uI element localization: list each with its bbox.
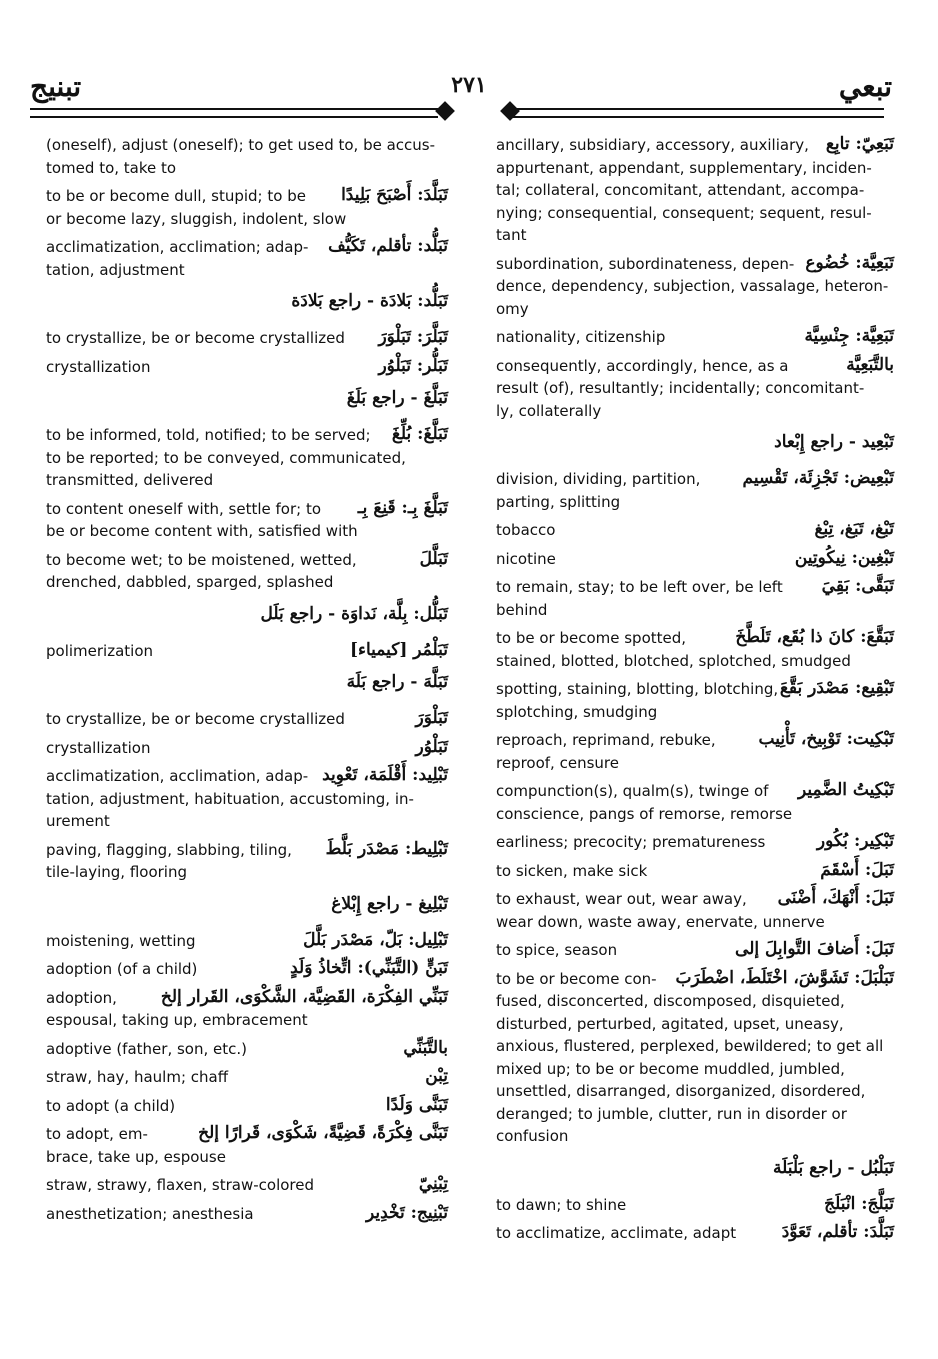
dictionary-entry (46, 958, 448, 981)
entry-line (496, 1222, 894, 1245)
english-definition: to be or become spotted, (496, 629, 687, 647)
english-definition: moistening, wetting (46, 931, 196, 950)
entry-line (46, 1009, 448, 1032)
entry-line (496, 468, 894, 491)
english-definition: to sicken, make sick (496, 861, 648, 880)
dictionary-entry (46, 839, 448, 884)
entry-line (46, 810, 448, 833)
dictionary-entry (496, 548, 894, 571)
arabic-headword: تَبَلَّدَ: أَصْبَحَ بَلِيدًا (341, 185, 448, 205)
english-definition: splotching, smudging (496, 702, 658, 721)
dictionary-entry (46, 287, 448, 321)
entry-line (46, 424, 448, 447)
entry-line (46, 1174, 448, 1197)
header-rule-left (30, 108, 438, 118)
guide-word-right: تبعي (838, 70, 892, 103)
dictionary-entry (46, 890, 448, 924)
arabic-headword: تَبَلَ: أَنْهَكَ، أَضْنَى (777, 888, 894, 908)
english-definition: nying; consequential, consequent; sequent, resul- (496, 203, 872, 222)
entry-line (496, 831, 894, 854)
arabic-headword: تِبْنِيّ (418, 1174, 448, 1194)
dictionary-entry (496, 888, 894, 933)
page-number: ٢٧١ (451, 72, 487, 98)
arabic-headword: تَبَقَّى: بَقِيَ (821, 576, 894, 596)
english-definition: dence, dependency, subjection, vassalage, heteron- (496, 277, 889, 295)
entry-line (496, 627, 894, 650)
english-definition: to become wet; to be moistened, wetted, (46, 550, 357, 569)
entry-line (46, 498, 448, 521)
entry-line (496, 701, 894, 724)
entry-line (46, 1123, 448, 1146)
arabic-headword: تَبَلْمُر [كيمياء] (349, 639, 448, 660)
dictionary-entry (46, 1203, 448, 1226)
dictionary-entry (46, 384, 448, 418)
entry-line (496, 780, 894, 803)
entry-line (46, 788, 448, 811)
arabic-headword: تَبَعِيّ: تابِع (825, 134, 894, 154)
entry-line (46, 1066, 448, 1089)
english-definition: be or become content with, satisfied with (46, 522, 358, 540)
dictionary-entry (496, 519, 894, 542)
entry-line (496, 1125, 894, 1148)
english-definition: tal; collateral, concomitant, attendant, accompa- (496, 181, 865, 199)
entry-line (46, 356, 448, 379)
entry-line (496, 803, 894, 826)
entry-line (496, 1194, 894, 1217)
entry-line (46, 185, 448, 208)
english-definition: fused, disconcerted, discomposed, disquieted, (496, 992, 845, 1010)
dictionary-entry (496, 253, 894, 321)
entry-line (496, 1058, 894, 1081)
english-definition: polimerization (46, 641, 154, 660)
arabic-headword: تَبَنٍّ (التَّبَنِّي): اتِّخاذُ وَلَدٍ (290, 958, 448, 978)
english-definition: transmitted, delivered (46, 471, 214, 489)
entry-line (496, 157, 894, 180)
english-definition: subordination, subordinateness, depen- (496, 254, 795, 273)
entry-line (46, 708, 448, 731)
english-definition: adoptive (father, son, etc.) (46, 1039, 247, 1058)
english-definition: straw, strawy, flaxen, straw-colored (46, 1176, 315, 1194)
dictionary-entry (496, 968, 894, 1148)
english-definition: brace, take up, espouse (46, 1147, 226, 1166)
english-definition: spotting, staining, blotting, blotching, (496, 680, 779, 698)
dictionary-entry (46, 185, 448, 230)
arabic-headword: تَبْلِيط: مَصْدَر بَلَّطَ (325, 838, 448, 859)
english-definition: adoption (of a child) (46, 960, 198, 978)
arabic-headword: تَبَعِيَّة: جِنْسِيَّة (804, 326, 894, 346)
dictionary-entry (496, 627, 894, 672)
dictionary-entry (496, 729, 894, 774)
entry-line (46, 520, 448, 543)
dictionary-entry (46, 737, 448, 760)
arabic-headword: تَبَلُّر: تَبَلْوُر (378, 355, 448, 376)
entry-line (46, 737, 448, 760)
english-definition: to adopt, em- (46, 1125, 148, 1143)
dictionary-entry (496, 468, 894, 513)
entry-line (496, 134, 894, 157)
english-definition: behind (496, 600, 548, 619)
english-definition: stained, blotted, blotched, splotched, smudged (496, 651, 851, 670)
entry-line (496, 519, 894, 542)
english-definition: anxious, flustered, perplexed, bewildered; to get all (496, 1037, 884, 1055)
english-definition: mixed up; to be or become muddled, jumbled, (496, 1059, 845, 1078)
entry-line (46, 1038, 448, 1061)
arabic-headword: تَبَلَّرَ: تَبَلْوَرَ (378, 327, 448, 347)
dictionary-entry (46, 498, 448, 543)
arabic-headword: تَبَلْوَرَ (415, 708, 448, 728)
arabic-headword: تَبَنِّي الفِكْرَة، القَضِيَّة، الشَّكْوَى، القَرار إلخ (160, 986, 448, 1007)
dictionary-entry (46, 549, 448, 594)
arabic-headword: تَبَلُّد: بَلادَة - راجع بَلادَة (291, 291, 448, 311)
english-definition: acclimatization, acclimation; adap- (46, 238, 309, 256)
english-definition: tation, adjustment, habituation, accustoming, in- (46, 789, 414, 808)
entry-line (496, 298, 894, 321)
english-definition: straw, hay, haulm; chaff (46, 1068, 229, 1086)
entry-line (496, 888, 894, 911)
arabic-headword: تَبَلْبُل - راجع بَلْبَلَة (772, 1157, 894, 1178)
entry-line (46, 469, 448, 492)
dictionary-entry (46, 930, 448, 953)
left-column (46, 134, 448, 1231)
header-rule-right (508, 108, 884, 118)
entry-line (496, 650, 894, 673)
dictionary-entry (496, 939, 894, 962)
english-definition: deranged; to jumble, clutter, run in disorder or (496, 1104, 847, 1123)
arabic-headword: تَبْعِيض: تَجْزِئَة، تَقْسِيم (742, 468, 894, 488)
dictionary-entry (46, 987, 448, 1032)
english-definition: reproach, reprimand, rebuke, (496, 731, 716, 749)
english-definition: to crystallize, be or become crystallized (46, 710, 345, 728)
dictionary-entry (496, 355, 894, 423)
entry-line (46, 958, 448, 981)
english-definition: or become lazy, sluggish, indolent, slow (46, 209, 347, 228)
entry-line (496, 968, 894, 991)
english-definition: to content oneself with, settle for; to (46, 499, 322, 518)
english-definition: ly, collaterally (496, 401, 602, 420)
english-definition: confusion (496, 1127, 569, 1145)
arabic-headword: تَبْغِين: نِيكُوتِين (794, 547, 894, 568)
english-definition: tant (496, 226, 527, 244)
page-header (0, 68, 938, 108)
dictionary-entry (496, 326, 894, 349)
dictionary-entry (46, 1174, 448, 1197)
dictionary-entry (496, 1222, 894, 1245)
entry-line (46, 571, 448, 594)
arabic-headword: تَبْعِيد - راجع إِبْعاد (774, 432, 894, 452)
dictionary-entry (496, 576, 894, 621)
entry-line (496, 326, 894, 349)
dictionary-entry (496, 780, 894, 825)
entry-line (46, 549, 448, 572)
entry-line (46, 987, 448, 1010)
entry-line (496, 202, 894, 225)
entry-line (46, 259, 448, 282)
dictionary-entry (496, 860, 894, 883)
english-definition: anesthetization; anesthesia (46, 1204, 254, 1223)
entry-line (46, 1095, 448, 1118)
dictionary-entry (46, 1095, 448, 1118)
entry-line (496, 599, 894, 622)
arabic-headword: بالتَّبَعِيَّة (846, 354, 894, 375)
arabic-headword: تَبَلَّدَ: تأقلم، تَعَوَّدَ (781, 1222, 894, 1242)
entry-line (496, 752, 894, 775)
entry-line (496, 253, 894, 276)
entry-line (46, 930, 448, 953)
english-definition: paving, flagging, slabbing, tiling, (46, 840, 292, 859)
english-definition: unsettled, disarranged, disorganized, disordered, (496, 1082, 866, 1100)
dictionary-entry (496, 678, 894, 723)
arabic-headword: تَبْنِيج: تَخْدِير (365, 1202, 448, 1223)
entry-line (46, 327, 448, 350)
dictionary-entry (46, 1123, 448, 1168)
english-definition: to crystallize, be or become crystallized (46, 329, 345, 347)
entry-line (496, 678, 894, 701)
entry-line (496, 179, 894, 202)
entry-line (496, 355, 894, 378)
arabic-headword: تِبْن (425, 1066, 448, 1086)
dictionary-entry (46, 236, 448, 281)
english-definition: result (of), resultantly; incidentally; concomitant- (496, 379, 865, 397)
dictionary-entry (46, 668, 448, 702)
arabic-headword: تَبَعِيَّة: خُضُوع (805, 252, 894, 273)
dictionary-entry (46, 600, 448, 634)
english-definition: omy (496, 299, 529, 318)
dictionary-entry (46, 1038, 448, 1061)
dictionary-entry (496, 1194, 894, 1217)
entry-line (496, 400, 894, 423)
entry-line (496, 377, 894, 400)
dictionary-entry (46, 1066, 448, 1089)
right-column (496, 134, 894, 1251)
english-definition: division, dividing, partition, (496, 470, 701, 488)
entry-line (46, 236, 448, 259)
english-definition: espousal, taking up, embracement (46, 1011, 308, 1029)
english-definition: acclimatization, acclimation, adap- (46, 767, 309, 785)
english-definition: to dawn; to shine (496, 1195, 627, 1214)
english-definition: to adopt (a child) (46, 1096, 176, 1115)
dictionary-entry (496, 134, 894, 247)
arabic-headword: تَبْكِيتُ الضَّمِير (798, 780, 894, 800)
entry-line (496, 491, 894, 514)
english-definition: wear down, waste away, enervate, unnerve (496, 912, 825, 931)
english-definition: to exhaust, wear out, wear away, (496, 890, 747, 908)
entry-line (46, 861, 448, 884)
dictionary-entry (46, 640, 448, 663)
arabic-headword: تَبْكِير: بُكُور (816, 831, 894, 851)
entry-line (496, 729, 894, 752)
arabic-headword: تَبَنَّى وَلَدًا (385, 1094, 448, 1115)
arabic-headword: تَبَلْبَلَ: تَشَوَّشَ، اخْتَلَطَ، اضْطَرَبَ (675, 967, 894, 988)
english-definition: conscience, pangs of remorse, remorse (496, 804, 793, 823)
entry-line (496, 548, 894, 571)
arabic-headword: تَبَلْوُر (415, 736, 448, 757)
dictionary-entry (46, 327, 448, 350)
entry-line (46, 447, 448, 470)
english-definition: to spice, season (496, 941, 618, 959)
arabic-headword: بالتَّبَنِّي (403, 1037, 448, 1058)
entry-line (496, 1103, 894, 1126)
entry-line (46, 208, 448, 231)
english-definition: to be or become con- (496, 969, 657, 988)
entry-line (496, 990, 894, 1013)
dictionary-entry (46, 356, 448, 379)
english-definition: tile-laying, flooring (46, 863, 187, 881)
entry-line (46, 157, 448, 180)
english-definition: nationality, citizenship (496, 328, 666, 346)
english-definition: appurtenant, appendant, supplementary, inciden- (496, 158, 872, 177)
entry-line (496, 1013, 894, 1036)
entry-line (46, 839, 448, 862)
english-definition: compunction(s), qualm(s), twinge of (496, 782, 769, 800)
entry-line (496, 224, 894, 247)
arabic-headword: تَبَلَّغَ بِـ: قَنِعَ بِـ (357, 497, 448, 518)
english-definition: crystallization (46, 738, 151, 757)
arabic-headword: تَبْغ، تَبَغ، تِبْغ (814, 519, 894, 539)
arabic-headword: تَبَلَّجَ: انْبَلَجَ (824, 1193, 894, 1214)
english-definition: disturbed, perturbed, agitated, upset, uneasy, (496, 1014, 844, 1033)
english-definition: to acclimatize, acclimate, adapt (496, 1224, 737, 1242)
english-definition: earliness; precocity; prematureness (496, 833, 766, 851)
dictionary-entry (496, 428, 894, 462)
dictionary-entry (496, 831, 894, 854)
arabic-headword: تَبْلِيل: بَلّ، مَصْدَر بَلَّلَ (303, 929, 448, 950)
arabic-headword: تَبَلَّغَ - راجع بَلَغَ (346, 388, 448, 408)
arabic-headword: تَبَلُّد: تأقلم، تَكَيُّف (328, 236, 448, 256)
entry-line (46, 134, 448, 157)
arabic-headword: تَبْكِيت: تَوْبِيخ، تَأْنِيب (758, 729, 894, 749)
arabic-headword: تَبْلِيد: أَقْلَمَة، تَعْوِيد (322, 765, 448, 785)
english-definition: parting, splitting (496, 492, 621, 511)
entry-line (496, 576, 894, 599)
english-definition: reproof, censure (496, 753, 619, 772)
dictionary-entry (46, 424, 448, 492)
arabic-headword: تَبَلَّهَ - راجع بَلَهَ (346, 672, 448, 692)
entry-line (46, 1146, 448, 1169)
arabic-headword: تَبَلُّل: بِلَّة، نَداوَة - راجع بَلَل (260, 603, 448, 624)
entry-line (496, 860, 894, 883)
english-definition: to be or become dull, stupid; to be (46, 187, 306, 205)
arabic-headword: تَبَقَّعَ: كانَ ذا بُقَع، تَلَطَّخَ (735, 627, 894, 647)
arabic-headword: تَبَلَّغَ: بُلِّغَ (391, 424, 448, 444)
dictionary-entry (46, 708, 448, 731)
english-definition: ancillary, subsidiary, accessory, auxiliary, (496, 136, 809, 154)
english-definition: adoption, (46, 988, 117, 1007)
english-definition: tation, adjustment (46, 260, 185, 279)
english-definition: consequently, accordingly, hence, as a (496, 356, 789, 375)
english-definition: urement (46, 812, 110, 830)
english-definition: (oneself), adjust (oneself); to get used to, be accus- (46, 136, 436, 154)
dictionary-entry (496, 1154, 894, 1188)
english-definition: tomed to, take to (46, 158, 177, 177)
entry-line (496, 1035, 894, 1058)
english-definition: to remain, stay; to be left over, be left (496, 578, 783, 596)
entry-line (46, 640, 448, 663)
entry-line (496, 1080, 894, 1103)
english-definition: crystallization (46, 357, 151, 376)
english-definition: nicotine (496, 549, 556, 568)
english-definition: to be reported; to be conveyed, communicated, (46, 448, 406, 467)
entry-line (46, 765, 448, 788)
dictionary-entry (46, 134, 448, 179)
english-definition: tobacco (496, 521, 556, 539)
arabic-headword: تَبْقِيع: مَصْدَر بَقَّعَ (779, 678, 894, 698)
arabic-headword: تَبَنَّى فِكْرَةً، قَضِيَّةً، شَكْوَى، قَرارًا إلخ (198, 1123, 448, 1143)
entry-line (46, 1203, 448, 1226)
entry-line (496, 939, 894, 962)
arabic-headword: تَبْلِيغ - راجع إِبْلاغ (331, 893, 448, 914)
arabic-headword: تَبَلَ: أَضافَ التَّوابِلَ إلى (735, 939, 894, 959)
english-definition: to be informed, told, notified; to be served; (46, 426, 371, 444)
dictionary-entry (46, 765, 448, 833)
arabic-headword: تَبَلَّلَ (419, 548, 448, 569)
entry-line (496, 911, 894, 934)
entry-line (496, 275, 894, 298)
arabic-headword: تَبَلَ: أَسْقَمَ (820, 859, 894, 880)
guide-word-left: تبنيج (30, 70, 82, 103)
english-definition: drenched, dabbled, sparged, splashed (46, 573, 334, 591)
